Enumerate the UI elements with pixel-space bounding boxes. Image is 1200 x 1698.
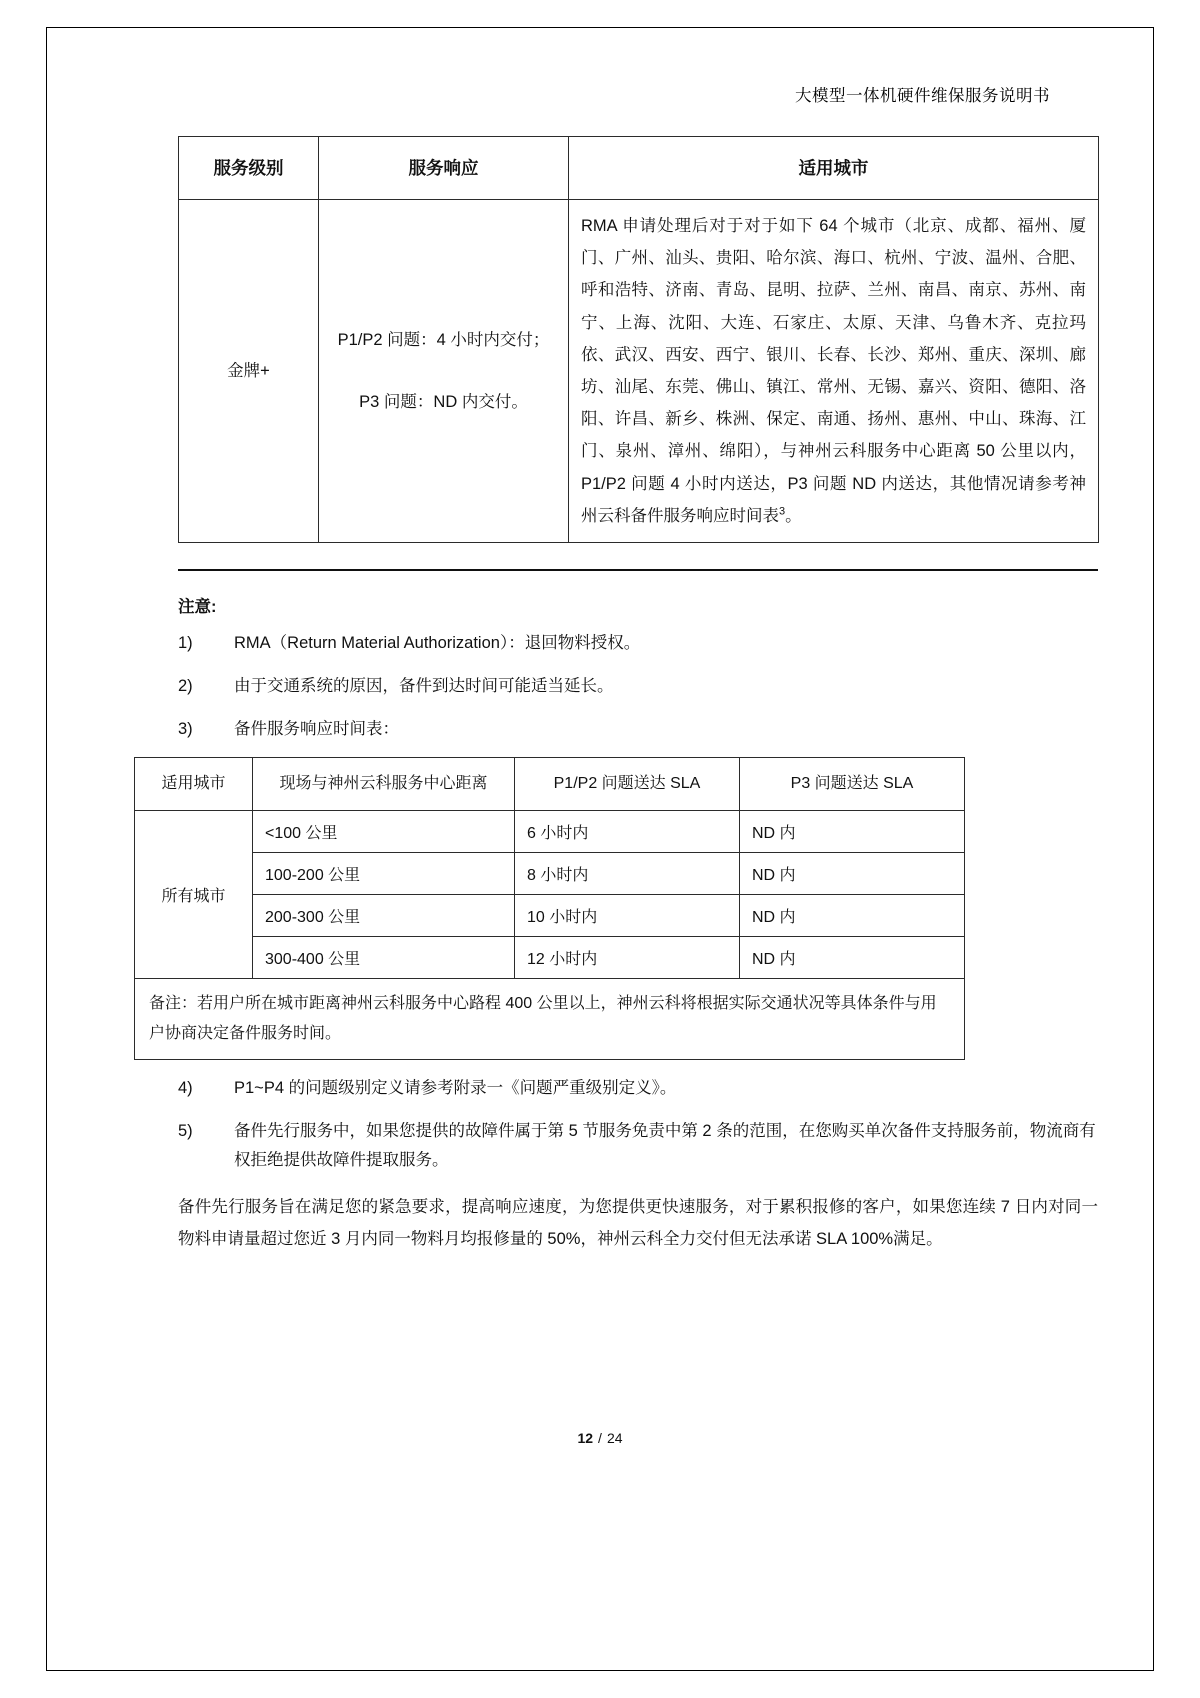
closing-paragraph: 备件先行服务旨在满足您的紧急要求，提高响应速度，为您提供更快速服务，对于累积报修的客户，如果您连续 7 日内对同一物料申请量超过您近 3 月内同一物料月均报修量的 50%，神州云科全力交付但无法承诺 SLA 100%满足。: [178, 1198, 1098, 1249]
note-text: 由于交通系统的原因，备件到达时间可能适当延长。: [234, 676, 614, 695]
note-item-5: [178, 1117, 1098, 1175]
note-item-3: [178, 715, 1098, 744]
column-header-service-level: 服务级别: [179, 137, 319, 200]
note-number: 4): [178, 1079, 193, 1098]
note-number: 3): [178, 719, 193, 738]
note-item-1: [178, 629, 1098, 658]
note-text: RMA（Return Material Authorization）：退回物料授权。: [234, 633, 641, 652]
cell-distance: 100-200 公里: [253, 852, 515, 894]
inner-table-header-row: [135, 758, 965, 810]
column-header-service-response: 服务响应: [319, 137, 569, 200]
spare-part-sla-table: [134, 757, 965, 1060]
cell-p12-sla: 10 小时内: [515, 894, 740, 936]
cell-distance: 200-300 公里: [253, 894, 515, 936]
note-text: 备件服务响应时间表：: [234, 719, 399, 738]
section-divider: [178, 569, 1098, 571]
notes-title: 注意:: [178, 597, 217, 616]
cell-p12-sla: 6 小时内: [515, 810, 740, 852]
footer-page-number: 12: [577, 1430, 594, 1446]
response-line-2: P3 问题：ND 内交付。: [359, 392, 528, 411]
table-remark-row: [135, 978, 965, 1060]
column-header-distance: 现场与神州云科服务中心距离: [253, 758, 515, 810]
column-header-p3-sla: P3 问题送达 SLA: [740, 758, 965, 810]
cities-text: RMA 申请处理后对于对于如下 64 个城市（北京、成都、福州、厦门、广州、汕头、贵阳、哈尔滨、海口、杭州、宁波、温州、合肥、呼和浩特、济南、青岛、昆明、拉萨、兰州、南昌、南京、苏州、南宁、上海、沈阳、大连、石家庄、太原、天津、乌鲁木齐、克拉玛依、武汉、西安、西宁、银川、长春、长沙、郑州、重庆、深圳、廊坊、汕尾、东莞、佛山、镇江、常州、无锡、嘉兴、资阳、德阳、洛阳、许昌、新乡、株洲、保定、南通、扬州、惠州、中山、珠海、江门、泉州、漳州、绵阳），与神州云科服务中心距离 50 公里以内，P1/P2 问题 4 小时内送达，P3 问题 ND 内送达，其他情况请参考神州云科备件服务响应时间表: [581, 217, 1086, 525]
note-item-2: [178, 672, 1098, 701]
cell-service-response: [319, 200, 569, 543]
notes-section-continued: [178, 1074, 1098, 1175]
table-row: [179, 200, 1099, 543]
footer-total-pages: 24: [606, 1430, 623, 1446]
cities-text-tail: 。: [785, 506, 802, 525]
page-content: [78, 60, 1122, 1255]
footnote-marker: 3: [779, 505, 786, 518]
note-item-4: [178, 1074, 1098, 1103]
column-header-applicable-city: 适用城市: [135, 758, 253, 810]
table-row: [135, 894, 965, 936]
column-header-p12-sla: P1/P2 问题送达 SLA: [515, 758, 740, 810]
table-row: [135, 852, 965, 894]
response-line-1: P1/P2 问题：4 小时内交付；: [337, 330, 550, 349]
note-number: 1): [178, 633, 193, 652]
note-number: 5): [178, 1122, 193, 1141]
notes-section: [178, 593, 1098, 744]
document-header-title: 大模型一体机硬件维保服务说明书: [795, 86, 1050, 105]
cell-applicable-cities: [569, 200, 1099, 543]
service-level-table: [178, 136, 1099, 543]
table-row: [135, 810, 965, 852]
cell-p3-sla: ND 内: [740, 810, 965, 852]
cell-service-level: 金牌+: [179, 200, 319, 543]
table-header-row: [179, 137, 1099, 200]
cell-distance: 300-400 公里: [253, 936, 515, 978]
cell-p3-sla: ND 内: [740, 936, 965, 978]
cell-p12-sla: 8 小时内: [515, 852, 740, 894]
cell-remark: 备注：若用户所在城市距离神州云科服务中心路程 400 公里以上，神州云科将根据实际交通状况等具体条件与用户协商决定备件服务时间。: [135, 978, 965, 1060]
note-text: 备件先行服务中，如果您提供的故障件属于第 5 节服务免责中第 2 条的范围，在您购买单次备件支持服务前，物流商有权拒绝提供故障件提取服务。: [234, 1122, 1096, 1170]
note-text: P1~P4 的问题级别定义请参考附录一《问题严重级别定义》。: [234, 1079, 677, 1098]
footer-separator: /: [598, 1430, 602, 1446]
column-header-applicable-cities: 适用城市: [569, 137, 1099, 200]
cell-p3-sla: ND 内: [740, 852, 965, 894]
cell-distance: <100 公里: [253, 810, 515, 852]
cell-p3-sla: ND 内: [740, 894, 965, 936]
cell-city-all: 所有城市: [135, 810, 253, 978]
cell-p12-sla: 12 小时内: [515, 936, 740, 978]
note-number: 2): [178, 676, 193, 695]
page-footer: [0, 1430, 1200, 1446]
table-row: [135, 936, 965, 978]
